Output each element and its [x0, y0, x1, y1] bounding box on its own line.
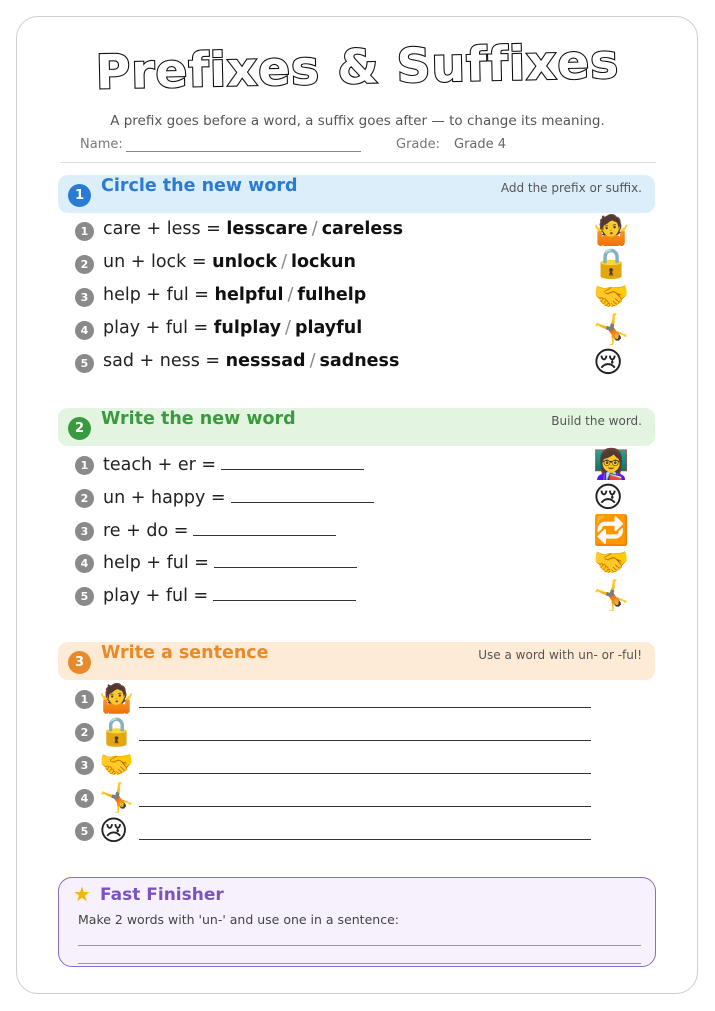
item-number: 5	[75, 354, 94, 373]
item-prompt: un + happy =	[103, 488, 226, 508]
sentence-item	[75, 814, 595, 849]
item-number: 3	[75, 522, 94, 541]
crying-face-icon: 😢	[593, 480, 624, 514]
circle-item	[75, 312, 635, 346]
section-title: Write the new word	[101, 409, 296, 429]
item-number: 2	[75, 255, 94, 274]
sentence-line[interactable]	[139, 740, 591, 741]
sentence-item	[75, 781, 595, 816]
item-text: sad + ness = nesssad / sadness	[103, 351, 400, 371]
item-text: play + ful = fulplay / playful	[103, 318, 363, 338]
answer-blank[interactable]	[231, 486, 374, 503]
item-text	[103, 486, 374, 508]
crying-face-icon: 😢	[593, 345, 624, 379]
section-title: Circle the new word	[101, 176, 298, 196]
repeat-icon: 🔁	[593, 513, 630, 547]
option-a[interactable]: helpful	[214, 285, 284, 305]
item-prompt: play + ful =	[103, 586, 209, 606]
item-prompt: help + ful =	[103, 553, 209, 573]
item-number: 4	[75, 789, 94, 808]
crying-face-icon: 😢	[99, 814, 129, 847]
section-hint: Use a word with un- or -ful!	[478, 648, 642, 662]
page-subtitle: A prefix goes before a word, a suffix goes after — to change its meaning.	[110, 113, 605, 129]
item-prompt: help + ful =	[103, 285, 209, 305]
page-title: Prefixes & Suffixes	[95, 34, 620, 101]
name-line[interactable]	[126, 138, 361, 152]
cartwheel-icon: 🤸	[593, 578, 630, 612]
sentence-line[interactable]	[139, 806, 591, 807]
item-text	[103, 519, 336, 541]
grade-value: Grade 4	[454, 137, 507, 152]
cartwheel-icon: 🤸	[593, 312, 630, 346]
item-text: un + lock = unlock / lockun	[103, 252, 356, 272]
write-item	[75, 480, 635, 514]
item-number: 3	[75, 756, 94, 775]
handshake-icon: 🤝	[593, 279, 630, 313]
answer-line[interactable]	[78, 945, 641, 946]
name-field[interactable]	[80, 137, 361, 152]
grade-field	[396, 137, 506, 152]
handshake-icon: 🤝	[99, 748, 134, 781]
section-title: Write a sentence	[101, 643, 269, 663]
item-prompt: un + lock =	[103, 252, 207, 272]
grade-label: Grade:	[396, 137, 441, 152]
option-a[interactable]: lesscare	[226, 219, 308, 239]
section-number: 3	[68, 651, 91, 674]
option-b[interactable]: careless	[321, 219, 404, 239]
sentence-line[interactable]	[139, 773, 591, 774]
item-number: 2	[75, 489, 94, 508]
item-text	[103, 584, 356, 606]
item-number: 5	[75, 822, 94, 841]
item-number: 3	[75, 288, 94, 307]
shrug-icon: 🤷	[99, 682, 134, 715]
item-number: 4	[75, 554, 94, 573]
option-b[interactable]: lockun	[290, 252, 356, 272]
answer-line[interactable]	[78, 963, 641, 964]
fast-finisher-title: Fast Finisher	[100, 885, 224, 905]
item-prompt: teach + er =	[103, 455, 217, 475]
section-3-header	[58, 642, 655, 680]
circle-item	[75, 246, 635, 280]
section-1-header	[58, 175, 655, 213]
item-text	[103, 453, 364, 475]
option-b[interactable]: sadness	[319, 351, 400, 371]
answer-blank[interactable]	[213, 584, 356, 601]
item-prompt: care + less =	[103, 219, 221, 239]
circle-item	[75, 345, 635, 379]
sentence-line[interactable]	[139, 839, 591, 840]
circle-item	[75, 213, 635, 247]
item-text: help + ful = helpful / fulhelp	[103, 285, 367, 305]
teacher-icon: 👩‍🏫	[593, 447, 630, 481]
write-item	[75, 513, 635, 547]
write-item	[75, 545, 635, 579]
lock-icon: 🔒	[99, 715, 134, 748]
item-prompt: sad + ness =	[103, 351, 221, 371]
sentence-line[interactable]	[139, 707, 591, 708]
name-label: Name:	[80, 137, 123, 152]
option-a[interactable]: nesssad	[225, 351, 306, 371]
circle-item	[75, 279, 635, 313]
item-prompt: play + ful =	[103, 318, 209, 338]
fast-finisher-box	[58, 877, 656, 967]
fast-finisher-instruction: Make 2 words with 'un-' and use one in a sentence:	[78, 912, 399, 927]
item-text	[103, 551, 357, 573]
cartwheel-icon: 🤸	[99, 781, 134, 814]
answer-blank[interactable]	[221, 453, 364, 470]
answer-blank[interactable]	[193, 519, 336, 536]
sentence-item	[75, 748, 595, 783]
section-hint: Build the word.	[551, 414, 642, 428]
option-b[interactable]: fulhelp	[297, 285, 367, 305]
shrug-icon: 🤷	[593, 213, 630, 247]
item-prompt: re + do =	[103, 521, 189, 541]
answer-blank[interactable]	[214, 551, 357, 568]
write-item	[75, 578, 635, 612]
option-b[interactable]: playful	[294, 318, 363, 338]
section-2-header	[58, 408, 655, 446]
option-a[interactable]: unlock	[212, 252, 278, 272]
section-number: 1	[68, 184, 91, 207]
sentence-item	[75, 715, 595, 750]
handshake-icon: 🤝	[593, 545, 630, 579]
item-number: 2	[75, 723, 94, 742]
item-number: 5	[75, 587, 94, 606]
item-number: 1	[75, 690, 94, 709]
write-item	[75, 447, 635, 481]
item-text: care + less = lesscare / careless	[103, 219, 404, 239]
section-number: 2	[68, 417, 91, 440]
lock-icon: 🔒	[593, 246, 630, 280]
section-hint: Add the prefix or suffix.	[500, 181, 642, 195]
header-divider	[60, 162, 656, 163]
item-number: 4	[75, 321, 94, 340]
item-number: 1	[75, 456, 94, 475]
star-icon: ★	[73, 882, 91, 906]
sentence-item	[75, 682, 595, 717]
option-a[interactable]: fulplay	[213, 318, 282, 338]
item-number: 1	[75, 222, 94, 241]
